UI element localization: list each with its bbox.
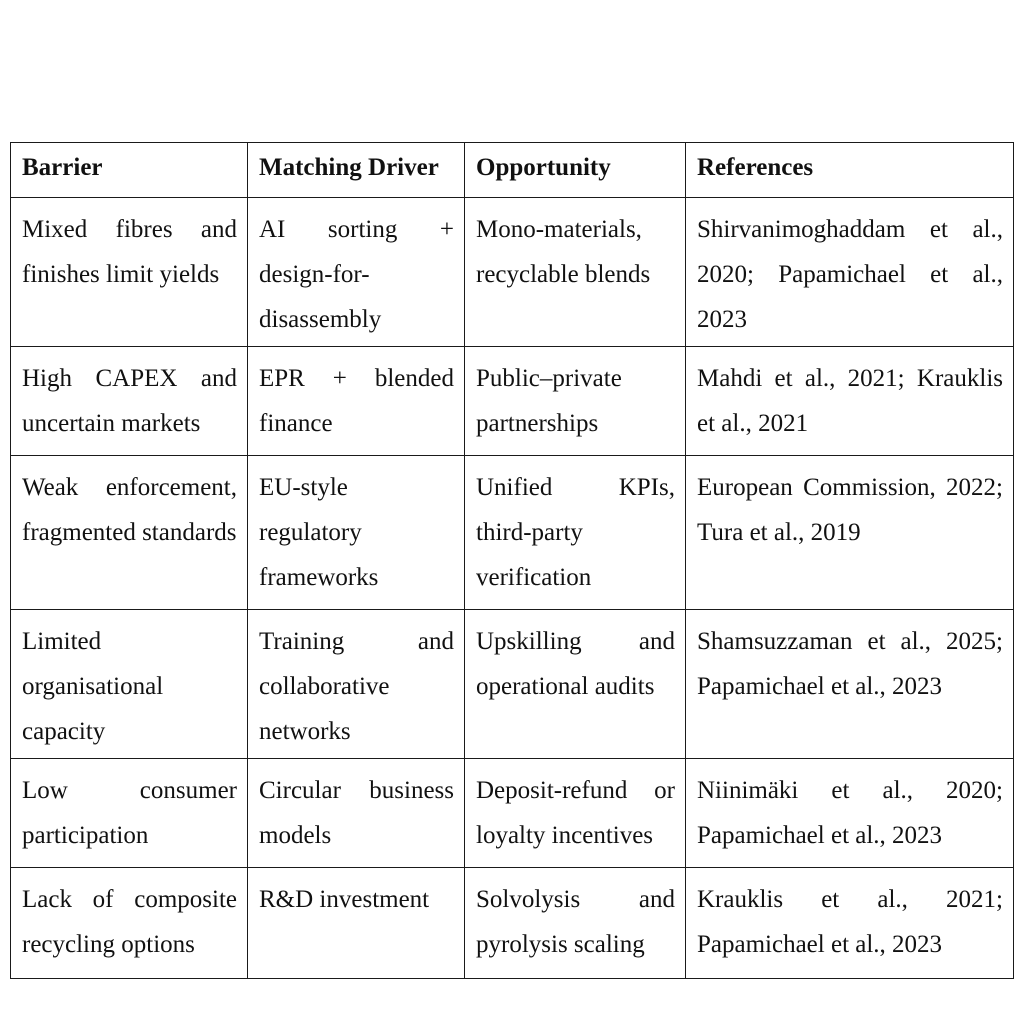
- table-row: [11, 456, 1014, 610]
- cell-driver: R&D investment: [248, 868, 465, 979]
- cell-driver: EPR + blended finance: [248, 347, 465, 456]
- cell-driver: Training and collaborative networks: [248, 610, 465, 759]
- cell-opportunity: Public–private partnerships: [465, 347, 686, 456]
- cell-barrier: Mixed fibres and finishes limit yields: [11, 198, 248, 347]
- cell-references: European Commission, 2022; Tura et al., 2019: [686, 456, 1014, 610]
- cell-opportunity: Mono-materials, recyclable blends: [465, 198, 686, 347]
- table-row: [11, 759, 1014, 868]
- cell-references: Krauklis et al., 2021; Papamichael et al., 2023: [686, 868, 1014, 979]
- cell-barrier: Lack of composite recycling options: [11, 868, 248, 979]
- cell-driver: AI sorting + design-for-disassembly: [248, 198, 465, 347]
- table-row: [11, 347, 1014, 456]
- table-body: [11, 198, 1014, 979]
- cell-barrier: Weak enforcement, fragmented standards: [11, 456, 248, 610]
- barriers-drivers-opportunities-table: [10, 142, 1014, 979]
- cell-references: Shirvanimoghaddam et al., 2020; Papamichael et al., 2023: [686, 198, 1014, 347]
- cell-opportunity: Upskilling and operational audits: [465, 610, 686, 759]
- cell-references: Mahdi et al., 2021; Krauklis et al., 2021: [686, 347, 1014, 456]
- cell-barrier: Limited organisational capacity: [11, 610, 248, 759]
- cell-opportunity: Solvolysis and pyrolysis scaling: [465, 868, 686, 979]
- cell-barrier: High CAPEX and uncertain markets: [11, 347, 248, 456]
- table-header-row: [11, 143, 1014, 198]
- column-header-driver: Matching Driver: [248, 143, 465, 198]
- cell-driver: EU-style regulatory frameworks: [248, 456, 465, 610]
- cell-references: Shamsuzzaman et al., 2025; Papamichael et al., 2023: [686, 610, 1014, 759]
- table-row: [11, 198, 1014, 347]
- column-header-opportunity: Opportunity: [465, 143, 686, 198]
- cell-opportunity: Deposit-refund or loyalty incentives: [465, 759, 686, 868]
- table-row: [11, 868, 1014, 979]
- column-header-barrier: Barrier: [11, 143, 248, 198]
- cell-opportunity: Unified KPIs, third-party verification: [465, 456, 686, 610]
- cell-driver: Circular business models: [248, 759, 465, 868]
- table-row: [11, 610, 1014, 759]
- table-header: [11, 143, 1014, 198]
- cell-references: Niinimäki et al., 2020; Papamichael et al., 2023: [686, 759, 1014, 868]
- cell-barrier: Low consumer participation: [11, 759, 248, 868]
- column-header-references: References: [686, 143, 1014, 198]
